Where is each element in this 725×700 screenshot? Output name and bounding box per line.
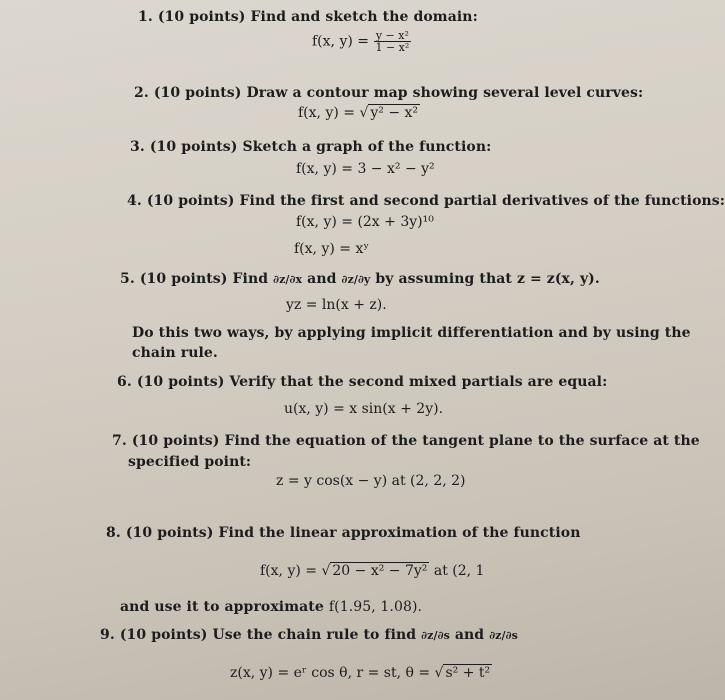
problem-7-statement-line-1: 7. (10 points) Find the equation of the tangent plane to the surface at the (112, 433, 700, 449)
problem-2-statement: 2. (10 points) Draw a contour map showing several level curves: (134, 85, 644, 101)
problem-5-note-line-1: Do this two ways, by applying implicit differentiation and by using the (132, 325, 691, 341)
problem-7-statement-line-2: specified point: (128, 454, 252, 470)
problem-5-statement: 5. (10 points) Find ∂z/∂x and ∂z/∂y by assuming that z = z(x, y). (120, 271, 600, 287)
problem-4-equation-2: f(x, y) = xʸ (294, 241, 370, 257)
problem-8-equation: f(x, y) = √ 20 − x² − 7y² at (2, 1 (260, 563, 485, 579)
problem-5-equation: yz = ln(x + z). (286, 297, 387, 313)
problem-1-equation: f(x, y) = $\frac{\text{y − x²}}{\text{1 − x²}}$ (312, 29, 410, 54)
dz-dx-fraction: ∂z/∂x (273, 273, 303, 286)
problem-3-equation: f(x, y) = 3 − x² − y² (296, 161, 435, 177)
problem-1-statement: 1. (10 points) Find and sketch the domain: (138, 9, 478, 25)
problem-7-equation: z = y cos(x − y) at (2, 2, 2) (276, 473, 466, 489)
problem-9-statement: 9. (10 points) Use the chain rule to find ∂z/∂s and ∂z/∂s (100, 627, 518, 643)
problem-9-equation: z(x, y) = eʳ cos θ, r = st, θ = √ s² + t² (230, 665, 491, 681)
dz-ds-fraction: ∂z/∂s (421, 629, 450, 642)
dz-ds-fraction-2: ∂z/∂s (489, 629, 518, 642)
dz-dy-fraction: ∂z/∂y (341, 273, 371, 286)
problem-6-statement: 6. (10 points) Verify that the second mixed partials are equal: (117, 374, 608, 390)
problem-3-statement: 3. (10 points) Sketch a graph of the function: (130, 139, 492, 155)
problem-8-approximation: and use it to approximate f(1.95, 1.08). (120, 599, 423, 615)
problem-2-equation: f(x, y) = √ y² − x² (298, 105, 419, 121)
problem-6-equation: u(x, y) = x sin(x + 2y). (284, 401, 444, 417)
problem-5-note-line-2: chain rule. (132, 345, 218, 361)
problem-8-statement: 8. (10 points) Find the linear approximation of the function (106, 525, 581, 541)
problem-4-equation-1: f(x, y) = (2x + 3y)¹⁰ (296, 214, 434, 230)
problem-4-statement: 4. (10 points) Find the first and second partial derivatives of the functions: (127, 193, 725, 209)
